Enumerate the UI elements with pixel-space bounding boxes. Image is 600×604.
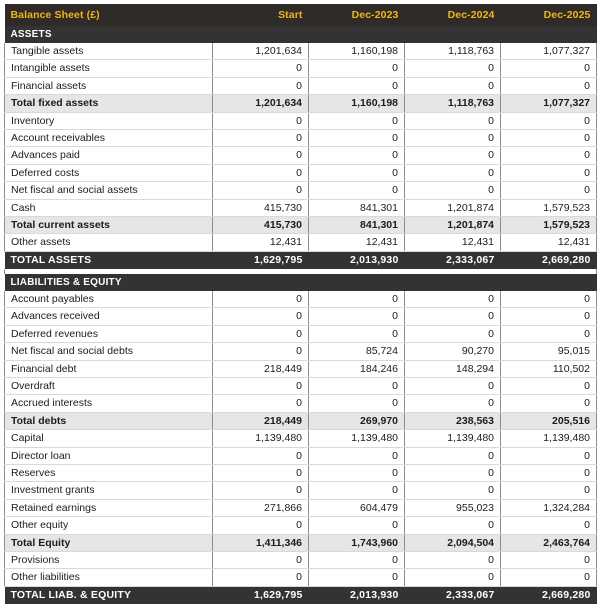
table-row	[5, 251, 597, 269]
section-band-label: LIABILITIES & EQUITY	[5, 274, 597, 291]
cell-total-equity-dec-2023: 1,743,960	[309, 534, 405, 551]
cell-total-assets-dec-2025: 2,669,280	[501, 251, 597, 269]
table-row	[5, 464, 597, 481]
table-row	[5, 217, 597, 234]
cell-net-fiscal-and-social-debts-dec-2023: 85,724	[309, 343, 405, 360]
cell-financial-debt-start: 218,449	[213, 360, 309, 377]
table-row	[5, 395, 597, 412]
cell-inventory-dec-2023: 0	[309, 112, 405, 129]
cell-inventory-dec-2024: 0	[405, 112, 501, 129]
cell-other-assets-start: 12,431	[213, 234, 309, 251]
cell-director-loan-dec-2025: 0	[501, 447, 597, 464]
cell-other-equity-dec-2024: 0	[405, 517, 501, 534]
column-header-start: Start	[213, 4, 309, 26]
cell-cash-start: 415,730	[213, 199, 309, 216]
cell-total-fixed-assets-dec-2023: 1,160,198	[309, 95, 405, 112]
cell-total-liab-equity-dec-2025: 2,669,280	[501, 586, 597, 604]
table-row	[5, 325, 597, 342]
cell-total-debts-dec-2024: 238,563	[405, 412, 501, 429]
cell-account-payables-dec-2024: 0	[405, 291, 501, 308]
balance-sheet-table	[4, 4, 597, 604]
cell-reserves-dec-2025: 0	[501, 464, 597, 481]
cell-cash-dec-2023: 841,301	[309, 199, 405, 216]
row-label-director-loan: Director loan	[5, 447, 213, 464]
cell-intangible-assets-dec-2024: 0	[405, 60, 501, 77]
table-row	[5, 182, 597, 199]
cell-intangible-assets-dec-2025: 0	[501, 60, 597, 77]
cell-total-liab-equity-dec-2023: 2,013,930	[309, 586, 405, 604]
cell-overdraft-dec-2023: 0	[309, 377, 405, 394]
row-label-total-assets: TOTAL ASSETS	[5, 251, 213, 269]
table-row	[5, 447, 597, 464]
cell-capital-dec-2024: 1,139,480	[405, 430, 501, 447]
cell-advances-received-dec-2025: 0	[501, 308, 597, 325]
cell-financial-debt-dec-2024: 148,294	[405, 360, 501, 377]
table-row	[5, 291, 597, 308]
cell-financial-debt-dec-2025: 110,502	[501, 360, 597, 377]
cell-total-fixed-assets-dec-2024: 1,118,763	[405, 95, 501, 112]
row-label-total-debts: Total debts	[5, 412, 213, 429]
cell-tangible-assets-start: 1,201,634	[213, 43, 309, 60]
cell-other-assets-dec-2025: 12,431	[501, 234, 597, 251]
cell-total-current-assets-dec-2025: 1,579,523	[501, 217, 597, 234]
row-label-tangible-assets: Tangible assets	[5, 43, 213, 60]
row-label-total-liab-equity: TOTAL LIAB. & EQUITY	[5, 586, 213, 604]
table-row	[5, 60, 597, 77]
table-row	[5, 164, 597, 181]
row-label-overdraft: Overdraft	[5, 377, 213, 394]
cell-advances-paid-dec-2024: 0	[405, 147, 501, 164]
table-row	[5, 377, 597, 394]
cell-account-payables-dec-2025: 0	[501, 291, 597, 308]
table-row	[5, 234, 597, 251]
table-row	[5, 130, 597, 147]
cell-tangible-assets-dec-2024: 1,118,763	[405, 43, 501, 60]
cell-account-receivables-dec-2025: 0	[501, 130, 597, 147]
cell-overdraft-dec-2024: 0	[405, 377, 501, 394]
cell-deferred-costs-start: 0	[213, 164, 309, 181]
cell-provisions-dec-2023: 0	[309, 551, 405, 568]
cell-accrued-interests-dec-2023: 0	[309, 395, 405, 412]
cell-total-debts-dec-2023: 269,970	[309, 412, 405, 429]
cell-deferred-revenues-dec-2023: 0	[309, 325, 405, 342]
cell-total-assets-start: 1,629,795	[213, 251, 309, 269]
cell-total-liab-equity-start: 1,629,795	[213, 586, 309, 604]
cell-total-fixed-assets-dec-2025: 1,077,327	[501, 95, 597, 112]
cell-net-fiscal-and-social-debts-start: 0	[213, 343, 309, 360]
row-label-financial-assets: Financial assets	[5, 77, 213, 94]
cell-provisions-dec-2024: 0	[405, 551, 501, 568]
sheet-title: Balance Sheet (£)	[5, 4, 213, 26]
cell-financial-assets-dec-2025: 0	[501, 77, 597, 94]
row-label-total-current-assets: Total current assets	[5, 217, 213, 234]
cell-advances-paid-start: 0	[213, 147, 309, 164]
cell-accrued-interests-dec-2024: 0	[405, 395, 501, 412]
row-label-deferred-costs: Deferred costs	[5, 164, 213, 181]
cell-total-equity-dec-2024: 2,094,504	[405, 534, 501, 551]
table-row	[5, 360, 597, 377]
row-label-account-receivables: Account receivables	[5, 130, 213, 147]
cell-reserves-start: 0	[213, 464, 309, 481]
row-label-total-fixed-assets: Total fixed assets	[5, 95, 213, 112]
cell-investment-grants-dec-2023: 0	[309, 482, 405, 499]
cell-net-fiscal-and-social-debts-dec-2024: 90,270	[405, 343, 501, 360]
table-row	[5, 569, 597, 586]
row-label-net-fiscal-and-social-assets: Net fiscal and social assets	[5, 182, 213, 199]
cell-other-liabilities-start: 0	[213, 569, 309, 586]
table-row	[5, 308, 597, 325]
cell-reserves-dec-2024: 0	[405, 464, 501, 481]
table-row	[5, 147, 597, 164]
table-row	[5, 482, 597, 499]
cell-account-payables-start: 0	[213, 291, 309, 308]
table-row	[5, 343, 597, 360]
cell-total-equity-start: 1,411,346	[213, 534, 309, 551]
cell-retained-earnings-dec-2025: 1,324,284	[501, 499, 597, 516]
cell-investment-grants-dec-2025: 0	[501, 482, 597, 499]
section-band-liabilities-equity	[5, 274, 597, 291]
cell-total-assets-dec-2024: 2,333,067	[405, 251, 501, 269]
cell-total-current-assets-dec-2023: 841,301	[309, 217, 405, 234]
column-header-dec-2023: Dec-2023	[309, 4, 405, 26]
cell-tangible-assets-dec-2025: 1,077,327	[501, 43, 597, 60]
cell-advances-received-dec-2023: 0	[309, 308, 405, 325]
table-row	[5, 551, 597, 568]
cell-total-liab-equity-dec-2024: 2,333,067	[405, 586, 501, 604]
cell-inventory-start: 0	[213, 112, 309, 129]
cell-other-liabilities-dec-2025: 0	[501, 569, 597, 586]
cell-intangible-assets-start: 0	[213, 60, 309, 77]
row-label-deferred-revenues: Deferred revenues	[5, 325, 213, 342]
cell-retained-earnings-dec-2024: 955,023	[405, 499, 501, 516]
cell-intangible-assets-dec-2023: 0	[309, 60, 405, 77]
table-row	[5, 586, 597, 604]
table-row	[5, 499, 597, 516]
table-row	[5, 517, 597, 534]
cell-provisions-dec-2025: 0	[501, 551, 597, 568]
cell-retained-earnings-dec-2023: 604,479	[309, 499, 405, 516]
cell-account-receivables-dec-2024: 0	[405, 130, 501, 147]
cell-cash-dec-2025: 1,579,523	[501, 199, 597, 216]
cell-reserves-dec-2023: 0	[309, 464, 405, 481]
table-row	[5, 112, 597, 129]
row-label-net-fiscal-and-social-debts: Net fiscal and social debts	[5, 343, 213, 360]
cell-investment-grants-start: 0	[213, 482, 309, 499]
header-row	[5, 4, 597, 26]
cell-other-equity-dec-2025: 0	[501, 517, 597, 534]
table-row	[5, 43, 597, 60]
row-label-other-assets: Other assets	[5, 234, 213, 251]
cell-capital-start: 1,139,480	[213, 430, 309, 447]
cell-financial-assets-dec-2023: 0	[309, 77, 405, 94]
cell-other-liabilities-dec-2023: 0	[309, 569, 405, 586]
row-label-intangible-assets: Intangible assets	[5, 60, 213, 77]
row-label-reserves: Reserves	[5, 464, 213, 481]
table-row	[5, 95, 597, 112]
row-label-investment-grants: Investment grants	[5, 482, 213, 499]
cell-advances-paid-dec-2023: 0	[309, 147, 405, 164]
table-row	[5, 412, 597, 429]
cell-deferred-costs-dec-2025: 0	[501, 164, 597, 181]
cell-total-debts-start: 218,449	[213, 412, 309, 429]
cell-deferred-costs-dec-2024: 0	[405, 164, 501, 181]
row-label-other-liabilities: Other liabilities	[5, 569, 213, 586]
cell-total-equity-dec-2025: 2,463,764	[501, 534, 597, 551]
cell-overdraft-dec-2025: 0	[501, 377, 597, 394]
row-label-other-equity: Other equity	[5, 517, 213, 534]
cell-deferred-revenues-start: 0	[213, 325, 309, 342]
row-label-account-payables: Account payables	[5, 291, 213, 308]
cell-advances-paid-dec-2025: 0	[501, 147, 597, 164]
cell-total-current-assets-dec-2024: 1,201,874	[405, 217, 501, 234]
row-label-advances-paid: Advances paid	[5, 147, 213, 164]
cell-director-loan-dec-2023: 0	[309, 447, 405, 464]
cell-provisions-start: 0	[213, 551, 309, 568]
row-label-provisions: Provisions	[5, 551, 213, 568]
cell-director-loan-dec-2024: 0	[405, 447, 501, 464]
table-header	[5, 4, 597, 26]
cell-total-current-assets-start: 415,730	[213, 217, 309, 234]
row-label-capital: Capital	[5, 430, 213, 447]
row-label-cash: Cash	[5, 199, 213, 216]
section-band-assets	[5, 26, 597, 43]
table-row	[5, 199, 597, 216]
cell-accrued-interests-start: 0	[213, 395, 309, 412]
table-row	[5, 430, 597, 447]
cell-account-receivables-dec-2023: 0	[309, 130, 405, 147]
cell-financial-assets-dec-2024: 0	[405, 77, 501, 94]
cell-net-fiscal-and-social-debts-dec-2025: 95,015	[501, 343, 597, 360]
table-row	[5, 534, 597, 551]
cell-account-receivables-start: 0	[213, 130, 309, 147]
cell-overdraft-start: 0	[213, 377, 309, 394]
cell-net-fiscal-and-social-assets-dec-2023: 0	[309, 182, 405, 199]
cell-net-fiscal-and-social-assets-dec-2025: 0	[501, 182, 597, 199]
cell-total-debts-dec-2025: 205,516	[501, 412, 597, 429]
section-band-label: ASSETS	[5, 26, 597, 43]
column-header-dec-2025: Dec-2025	[501, 4, 597, 26]
cell-net-fiscal-and-social-assets-dec-2024: 0	[405, 182, 501, 199]
table-row	[5, 77, 597, 94]
cell-accrued-interests-dec-2025: 0	[501, 395, 597, 412]
cell-financial-assets-start: 0	[213, 77, 309, 94]
cell-advances-received-dec-2024: 0	[405, 308, 501, 325]
cell-financial-debt-dec-2023: 184,246	[309, 360, 405, 377]
row-label-total-equity: Total Equity	[5, 534, 213, 551]
column-header-dec-2024: Dec-2024	[405, 4, 501, 26]
row-label-retained-earnings: Retained earnings	[5, 499, 213, 516]
cell-investment-grants-dec-2024: 0	[405, 482, 501, 499]
row-label-financial-debt: Financial debt	[5, 360, 213, 377]
cell-director-loan-start: 0	[213, 447, 309, 464]
cell-total-fixed-assets-start: 1,201,634	[213, 95, 309, 112]
cell-advances-received-start: 0	[213, 308, 309, 325]
cell-other-assets-dec-2024: 12,431	[405, 234, 501, 251]
row-label-advances-received: Advances received	[5, 308, 213, 325]
cell-tangible-assets-dec-2023: 1,160,198	[309, 43, 405, 60]
cell-other-assets-dec-2023: 12,431	[309, 234, 405, 251]
cell-other-equity-dec-2023: 0	[309, 517, 405, 534]
row-label-inventory: Inventory	[5, 112, 213, 129]
cell-other-equity-start: 0	[213, 517, 309, 534]
cell-capital-dec-2023: 1,139,480	[309, 430, 405, 447]
cell-deferred-revenues-dec-2025: 0	[501, 325, 597, 342]
cell-inventory-dec-2025: 0	[501, 112, 597, 129]
cell-total-assets-dec-2023: 2,013,930	[309, 251, 405, 269]
cell-other-liabilities-dec-2024: 0	[405, 569, 501, 586]
cell-account-payables-dec-2023: 0	[309, 291, 405, 308]
cell-deferred-revenues-dec-2024: 0	[405, 325, 501, 342]
table-body	[5, 26, 597, 604]
cell-deferred-costs-dec-2023: 0	[309, 164, 405, 181]
cell-net-fiscal-and-social-assets-start: 0	[213, 182, 309, 199]
cell-cash-dec-2024: 1,201,874	[405, 199, 501, 216]
cell-capital-dec-2025: 1,139,480	[501, 430, 597, 447]
row-label-accrued-interests: Accrued interests	[5, 395, 213, 412]
cell-retained-earnings-start: 271,866	[213, 499, 309, 516]
